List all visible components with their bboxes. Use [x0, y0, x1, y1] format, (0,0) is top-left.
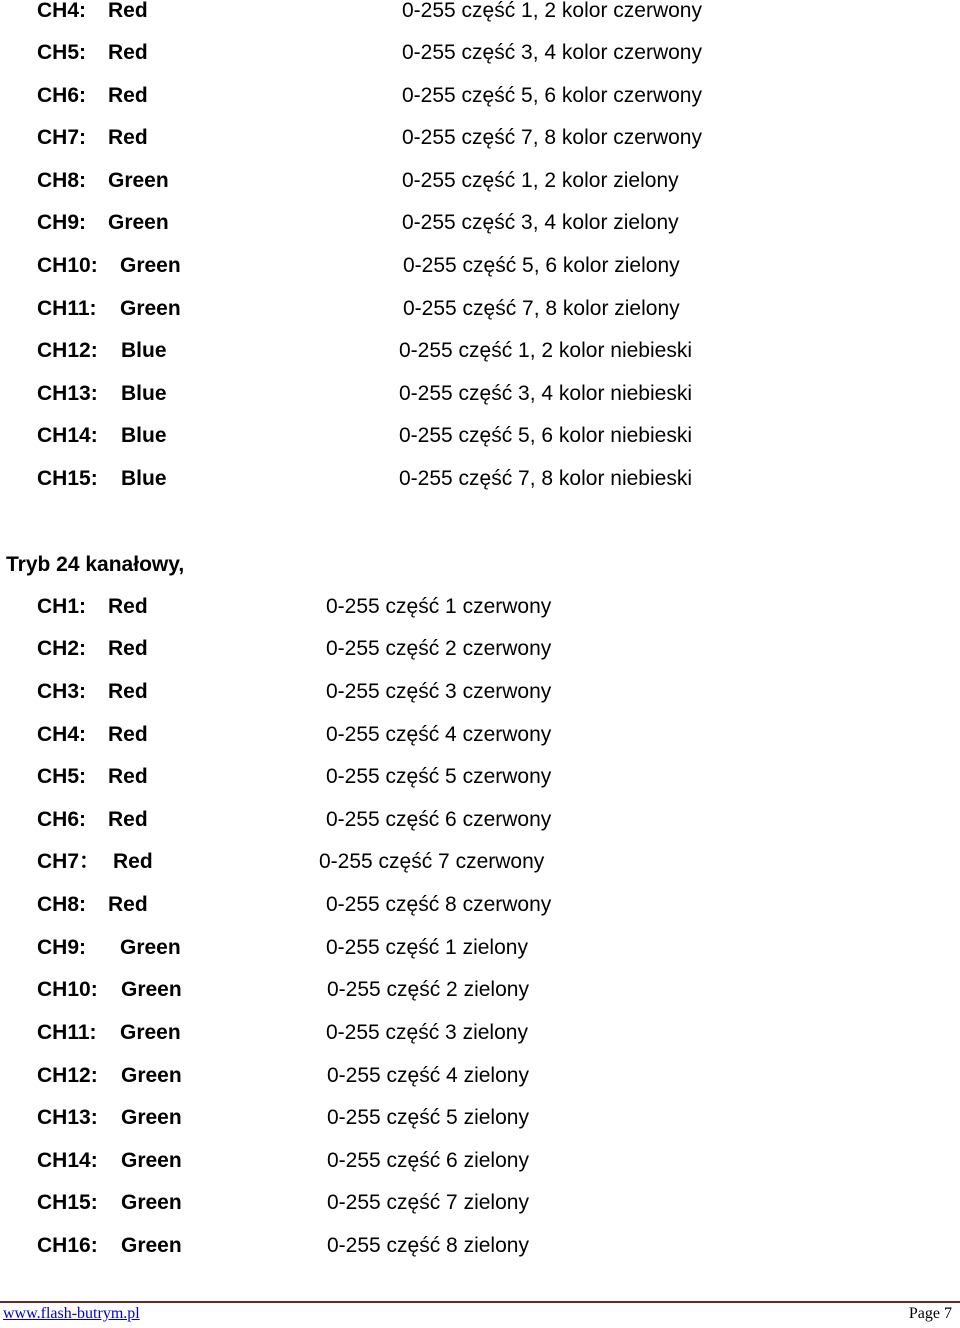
channel-description: 0-255 część 6 czerwony	[326, 808, 552, 831]
footer-divider	[0, 1301, 960, 1303]
channel-label: CH6:	[37, 84, 87, 107]
channel-label: CH14:	[37, 424, 98, 447]
channel-description: 0-255 część 8 czerwony	[326, 893, 552, 916]
channel-color: Green	[120, 1021, 181, 1044]
page-number: Page 7	[908, 1305, 952, 1322]
channel-label: CH4:	[37, 723, 87, 746]
channel-color: Green	[121, 1106, 182, 1129]
channel-color: Red	[108, 723, 148, 746]
channel-description: 0-255 część 5, 6 kolor zielony	[403, 254, 680, 277]
channel-color: Red	[108, 41, 148, 64]
channel-description: 0-255 część 3 czerwony	[326, 680, 552, 703]
channel-description: 0-255 część 5 zielony	[327, 1106, 529, 1129]
channel-color: Red	[108, 808, 148, 831]
channel-label: CH5:	[37, 41, 87, 64]
channel-label: CH7：	[37, 850, 101, 873]
channel-description: 0-255 część 3 zielony	[326, 1021, 528, 1044]
channel-color: Red	[108, 126, 148, 149]
channel-description: 0-255 część 6 zielony	[327, 1149, 529, 1172]
channel-color: Green	[108, 169, 169, 192]
channel-description: 0-255 część 2 zielony	[327, 978, 529, 1001]
channel-description: 0-255 część 1 zielony	[326, 936, 528, 959]
channel-color: Red	[108, 893, 148, 916]
channel-label: CH13:	[37, 382, 98, 405]
channel-description: 0-255 część 3, 4 kolor niebieski	[399, 382, 692, 405]
channel-description: 0-255 część 5, 6 kolor niebieski	[399, 424, 692, 447]
channel-label: CH15:	[37, 467, 98, 490]
channel-description: 0-255 część 7, 8 kolor czerwony	[402, 126, 702, 149]
channel-description: 0-255 część 7 czerwony	[319, 850, 545, 873]
channel-description: 0-255 część 5, 6 kolor czerwony	[402, 84, 702, 107]
channel-description: 0-255 część 7, 8 kolor niebieski	[399, 467, 692, 490]
channel-color: Green	[121, 978, 182, 1001]
channel-color: Green	[121, 1191, 182, 1214]
channel-color: Green	[120, 936, 181, 959]
channel-color: Blue	[121, 467, 167, 490]
channel-description: 0-255 część 5 czerwony	[326, 765, 552, 788]
channel-label: CH14:	[37, 1149, 98, 1172]
channel-color: Green	[121, 1234, 182, 1257]
channel-label: CH15:	[37, 1191, 98, 1214]
channel-label: CH5:	[37, 765, 87, 788]
channel-label: CH9:	[37, 936, 87, 959]
channel-color: Red	[113, 850, 153, 873]
channel-description: 0-255 część 8 zielony	[327, 1234, 529, 1257]
channel-color: Green	[120, 297, 181, 320]
channel-color: Red	[108, 637, 148, 660]
channel-label: CH3:	[37, 680, 87, 703]
channel-description: 0-255 część 3, 4 kolor czerwony	[402, 41, 702, 64]
channel-color: Red	[108, 595, 148, 618]
channel-label: CH16:	[37, 1234, 98, 1257]
channel-label: CH13:	[37, 1106, 98, 1129]
channel-color: Green	[121, 1149, 182, 1172]
channel-label: CH11:	[37, 297, 97, 320]
channel-label: CH6:	[37, 808, 87, 831]
channel-color: Red	[108, 680, 148, 703]
channel-description: 0-255 część 1, 2 kolor zielony	[402, 169, 679, 192]
channel-label: CH8:	[37, 893, 87, 916]
channel-label: CH10:	[37, 254, 98, 277]
channel-color: Green	[120, 254, 181, 277]
channel-label: CH10:	[37, 978, 98, 1001]
channel-color: Red	[108, 765, 148, 788]
channel-description: 0-255 część 7, 8 kolor zielony	[403, 297, 680, 320]
channel-label: CH2:	[37, 637, 87, 660]
section-title: Tryb 24 kanałowy,	[6, 553, 185, 576]
channel-label: CH4:	[37, 0, 87, 22]
footer-website-link[interactable]: www.flash-butrym.pl	[3, 1305, 140, 1322]
channel-color: Red	[108, 0, 148, 22]
channel-label: CH11:	[37, 1021, 97, 1044]
channel-color: Green	[121, 1064, 182, 1087]
channel-label: CH12:	[37, 1064, 98, 1087]
channel-description: 0-255 część 7 zielony	[327, 1191, 529, 1214]
channel-description: 0-255 część 1, 2 kolor niebieski	[399, 339, 692, 362]
channel-label: CH12:	[37, 339, 98, 362]
channel-label: CH9:	[37, 211, 87, 234]
channel-color: Blue	[121, 382, 167, 405]
channel-description: 0-255 część 2 czerwony	[326, 637, 552, 660]
channel-color: Blue	[121, 339, 167, 362]
channel-label: CH8:	[37, 169, 87, 192]
channel-label: CH7:	[37, 126, 87, 149]
channel-description: 0-255 część 1 czerwony	[326, 595, 552, 618]
channel-description: 0-255 część 4 czerwony	[326, 723, 552, 746]
channel-color: Green	[108, 211, 169, 234]
channel-description: 0-255 część 3, 4 kolor zielony	[402, 211, 679, 234]
channel-label: CH1:	[37, 595, 87, 618]
channel-description: 0-255 część 4 zielony	[327, 1064, 529, 1087]
channel-color: Blue	[121, 424, 167, 447]
channel-color: Red	[108, 84, 148, 107]
channel-description: 0-255 część 1, 2 kolor czerwony	[402, 0, 702, 22]
